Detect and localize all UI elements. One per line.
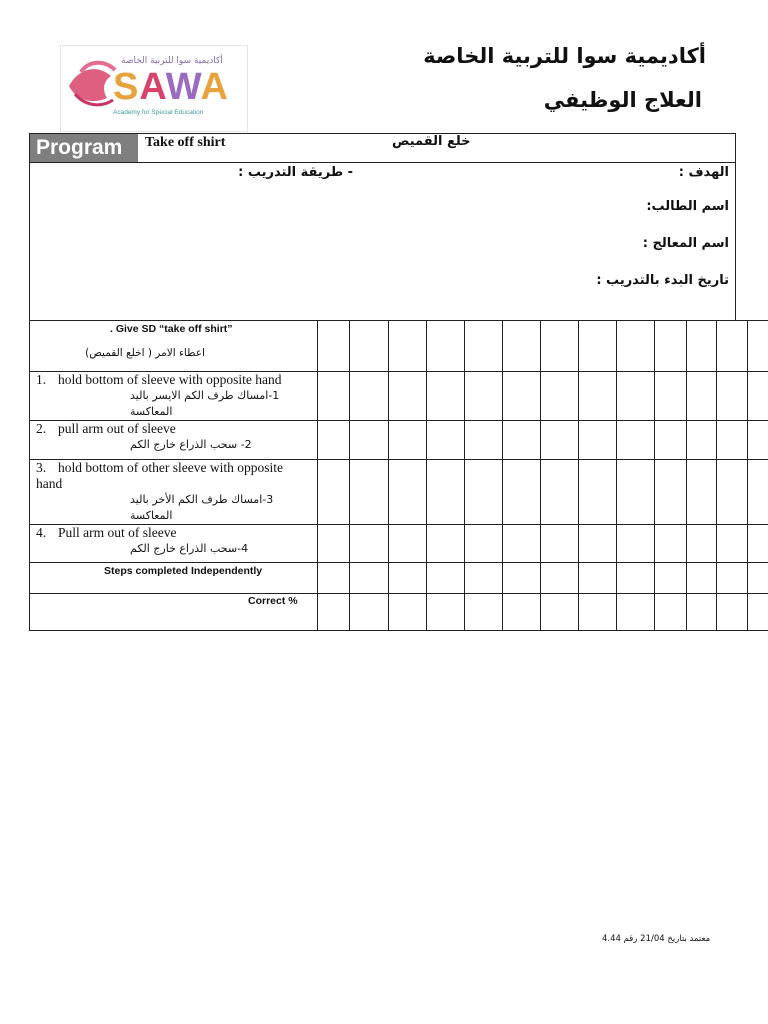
score-cell[interactable] <box>579 421 617 460</box>
score-cell[interactable] <box>579 372 617 421</box>
score-cell[interactable] <box>427 525 465 563</box>
correct-percent-cell <box>30 594 318 631</box>
score-cell[interactable] <box>541 372 579 421</box>
score-cell[interactable] <box>318 372 350 421</box>
table-row <box>30 372 768 421</box>
score-cell[interactable] <box>579 321 617 372</box>
score-cell[interactable] <box>427 372 465 421</box>
score-cell[interactable] <box>318 563 350 594</box>
score-cell[interactable] <box>541 460 579 525</box>
step-text-en: pull arm out of sleeve <box>58 421 176 436</box>
score-cell[interactable] <box>318 321 350 372</box>
step-number: 3. <box>36 460 47 475</box>
score-cell[interactable] <box>717 372 748 421</box>
steps-completed-label: Steps completed Independently <box>104 565 263 577</box>
step-cell <box>30 421 318 460</box>
score-cell[interactable] <box>687 563 717 594</box>
score-cell[interactable] <box>541 594 579 631</box>
step-cell <box>30 525 318 563</box>
score-cell[interactable] <box>503 421 541 460</box>
program-name-ar: خلع القميص <box>392 134 471 149</box>
score-cell[interactable] <box>389 372 427 421</box>
score-cell[interactable] <box>687 460 717 525</box>
academy-name: أكاديمية سوا للتربية الخاصة <box>423 44 706 68</box>
program-label: Program <box>30 134 138 162</box>
score-cell[interactable] <box>350 460 389 525</box>
step-text-en: Pull arm out of sleeve <box>58 525 177 540</box>
academy-logo <box>60 45 248 132</box>
step-text-en: hold bottom of other sleeve with opposite hand <box>36 460 283 491</box>
sd-text-en: . Give SD “take off shirt” <box>110 323 233 335</box>
step-cell <box>30 460 318 525</box>
student-name-field: اسم الطالب: <box>646 199 729 214</box>
score-cell[interactable] <box>687 372 717 421</box>
score-cell[interactable] <box>617 563 655 594</box>
start-date-field: تاريخ البدء بالتدريب : <box>596 273 729 288</box>
score-cell[interactable] <box>687 525 717 563</box>
score-cell[interactable] <box>350 372 389 421</box>
therapist-name-field: اسم المعالج : <box>642 236 729 251</box>
logo-letter: A <box>139 66 166 108</box>
score-cell[interactable] <box>655 460 687 525</box>
score-cell[interactable] <box>350 525 389 563</box>
score-cell[interactable] <box>579 594 617 631</box>
score-cell[interactable] <box>617 372 655 421</box>
step-number: 1. <box>36 372 47 387</box>
score-cell[interactable] <box>655 372 687 421</box>
step-text-ar: 2- سحب الذراع خارج الكم <box>130 438 252 451</box>
method-field: - طريقة التدريب : <box>238 165 353 180</box>
score-cell[interactable] <box>503 563 541 594</box>
step-number: 2. <box>36 421 47 436</box>
score-cell[interactable] <box>465 594 503 631</box>
score-cell[interactable] <box>541 421 579 460</box>
score-cell[interactable] <box>655 421 687 460</box>
program-name-en: Take off shirt <box>145 135 226 150</box>
score-cell[interactable] <box>748 372 768 421</box>
score-cell[interactable] <box>717 525 748 563</box>
score-cell[interactable] <box>748 594 768 631</box>
step-number: 4. <box>36 525 47 540</box>
score-cell[interactable] <box>389 594 427 631</box>
steps-table <box>29 320 768 631</box>
approval-footer: معتمد بتاريخ 21/04 رقم 4.44 <box>602 934 711 944</box>
score-cell[interactable] <box>717 321 748 372</box>
score-cell[interactable] <box>389 460 427 525</box>
table-row <box>30 594 768 631</box>
score-cell[interactable] <box>465 563 503 594</box>
score-cell[interactable] <box>687 321 717 372</box>
score-cell[interactable] <box>655 321 687 372</box>
score-cell[interactable] <box>503 372 541 421</box>
score-cell[interactable] <box>748 460 768 525</box>
score-cell[interactable] <box>465 460 503 525</box>
score-cell[interactable] <box>465 421 503 460</box>
sd-text-ar: اعطاء الامر ( اخلع القميص) <box>85 347 205 359</box>
logo-letter: S <box>113 66 140 108</box>
score-cell[interactable] <box>655 594 687 631</box>
score-cell[interactable] <box>465 525 503 563</box>
table-row <box>30 421 768 460</box>
score-cell[interactable] <box>465 321 503 372</box>
score-cell[interactable] <box>350 421 389 460</box>
score-cell[interactable] <box>717 421 748 460</box>
score-cell[interactable] <box>748 321 768 372</box>
table-row <box>30 460 768 525</box>
score-cell[interactable] <box>318 594 350 631</box>
correct-percent-label: Correct % <box>248 595 298 607</box>
logo-letter: W <box>165 66 201 108</box>
score-cell[interactable] <box>389 563 427 594</box>
score-cell[interactable] <box>541 525 579 563</box>
score-cell[interactable] <box>655 525 687 563</box>
logo-word <box>113 68 229 106</box>
table-row <box>30 321 768 372</box>
program-row <box>29 133 736 163</box>
table-row <box>30 525 768 563</box>
score-cell[interactable] <box>503 525 541 563</box>
step-text-ar: 3-امساك طرف الكم الأخر باليد المعاكسة <box>130 493 274 522</box>
score-cell[interactable] <box>655 563 687 594</box>
step-text-ar: 1-امساك طرف الكم الايسر باليد المعاكسة <box>130 389 280 418</box>
score-cell[interactable] <box>318 421 350 460</box>
sd-cell <box>30 321 318 372</box>
score-cell[interactable] <box>748 421 768 460</box>
logo-subtitle: Academy for Special Education <box>113 109 204 116</box>
step-text-en: hold bottom of sleeve with opposite hand <box>58 372 282 387</box>
score-cell[interactable] <box>427 421 465 460</box>
score-cell[interactable] <box>748 563 768 594</box>
score-cell[interactable] <box>389 321 427 372</box>
score-cell[interactable] <box>617 321 655 372</box>
score-cell[interactable] <box>617 594 655 631</box>
score-cell[interactable] <box>717 460 748 525</box>
score-cell[interactable] <box>579 563 617 594</box>
table-row <box>30 563 768 594</box>
score-cell[interactable] <box>427 594 465 631</box>
logo-letter: A <box>200 66 229 108</box>
info-box <box>29 162 736 321</box>
score-cell[interactable] <box>617 525 655 563</box>
score-cell[interactable] <box>617 421 655 460</box>
score-cell[interactable] <box>717 594 748 631</box>
score-cell[interactable] <box>748 525 768 563</box>
department-title: العلاج الوظيفي <box>543 88 702 112</box>
score-cell[interactable] <box>717 563 748 594</box>
score-cell[interactable] <box>318 525 350 563</box>
score-cell[interactable] <box>503 460 541 525</box>
score-cell[interactable] <box>503 594 541 631</box>
score-cell[interactable] <box>465 372 503 421</box>
score-cell[interactable] <box>687 594 717 631</box>
logo-arabic-text: أكاديمية سوا للتربية الخاصة <box>121 56 223 66</box>
step-text-ar: 4-سحب الذراع خارج الكم <box>130 542 249 555</box>
goal-field: الهدف : <box>678 165 729 180</box>
score-cell[interactable] <box>541 321 579 372</box>
score-cell[interactable] <box>350 563 389 594</box>
score-cell[interactable] <box>389 421 427 460</box>
score-cell[interactable] <box>389 525 427 563</box>
score-cell[interactable] <box>318 460 350 525</box>
score-cell[interactable] <box>427 563 465 594</box>
score-cell[interactable] <box>579 525 617 563</box>
score-cell[interactable] <box>350 594 389 631</box>
score-cell[interactable] <box>579 460 617 525</box>
score-cell[interactable] <box>503 321 541 372</box>
score-cell[interactable] <box>617 460 655 525</box>
steps-completed-cell <box>30 563 318 594</box>
step-cell <box>30 372 318 421</box>
score-cell[interactable] <box>541 563 579 594</box>
score-cell[interactable] <box>350 321 389 372</box>
score-cell[interactable] <box>687 421 717 460</box>
score-cell[interactable] <box>427 460 465 525</box>
score-cell[interactable] <box>427 321 465 372</box>
